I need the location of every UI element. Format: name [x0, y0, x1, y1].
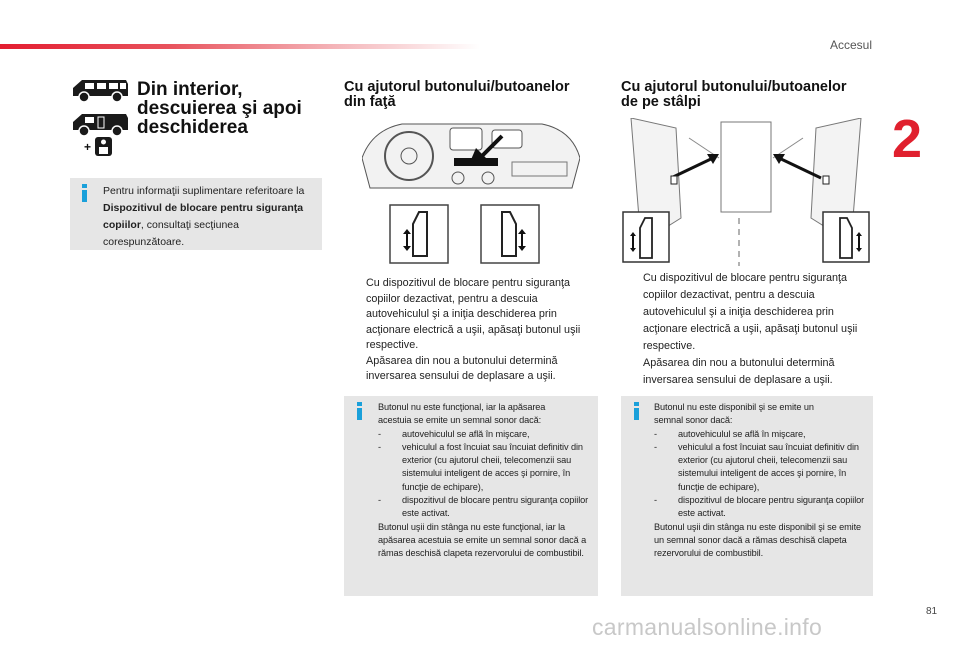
info-text: Pentru informaţii suplimentare referitoare la Dispozitivul de blocare pentru siguranţa copiilor, consultaţi secţiunea corespunzătoare. — [103, 185, 305, 248]
svg-text:+: + — [84, 140, 92, 154]
page-number: 81 — [926, 606, 938, 617]
pillar-note-box — [621, 396, 873, 596]
pillar-instructions — [621, 270, 873, 389]
header-gradient-bar — [0, 44, 480, 49]
main-title: Din interior, descuierea şi apoi deschiderea — [137, 79, 302, 138]
child-lock-reference: Dispozitivul de blocare pentru siguranţa copiilor — [103, 202, 304, 231]
plus-child-seat-icon — [84, 136, 114, 158]
dashboard-illustration — [362, 118, 580, 202]
list-item: Cu dispozitivul de blocare pentru siguranţa copiilor dezactivat, pentru a descuia autovehiculul şi a iniţia deschiderea prin acţionare electrică a uşii, apăsaţi butonul uşii respective. — [643, 272, 858, 352]
right-door-button-icon — [480, 204, 540, 264]
front-instructions — [344, 276, 596, 385]
list-item: Apăsarea din nou a butonului determină inversarea sensului de deplasare a uşii. — [643, 357, 835, 386]
chapter-number: 2 — [892, 109, 923, 169]
pillar-buttons-illustration — [621, 118, 871, 266]
info-icon — [82, 184, 87, 202]
section-title: Accesul — [829, 38, 872, 52]
pillar-buttons-title: Cu ajutorul butonului/butoanelor de pe stâlpi — [621, 79, 847, 110]
passenger-van-icon — [70, 76, 130, 104]
front-note-text: Butonul nu este funcţional, iar la apăsarea acestuia se emite un semnal sonor dacă: - autovehiculul se află în mişcare, - vehiculul a fost încuiat sau încuiat definitiv din exterior (cu ajutorul cheii, telecomenzii sau sistemului inteligent de acces şi pornire, în funcţie de echipare), - dispozitivul de blocare pentru siguranţa copiilor este activat. Butonul uşii din stânga nu este funcţional, iar la apăsarea acestuia se emite un semnal sonor dacă a rămas deschisă clapeta rezervorului de combustibil. — [378, 402, 589, 559]
left-door-button-icon — [389, 204, 449, 264]
front-note-box — [344, 396, 598, 596]
watermark: carmanualsonline.info — [592, 614, 823, 640]
info-icon — [634, 402, 639, 420]
pillar-note-text: Butonul nu este disponibil şi se emite un semnal sonor dacă: - autovehiculul se află în mişcare, - vehiculul a fost încuiat sau încuiat definitiv din exterior (cu ajutorul cheii, telecomenzii sau sistemului inteligent de acces şi pornire, în funcţie de echipare), - dispozitivul de blocare pentru siguranţa copiilor este activat. Butonul uşii din stânga nu este disponibil şi se emite un semnal sonor dacă a rămas deschisă clapeta rezervorului de combustibil. — [654, 402, 865, 559]
list-item: Apăsarea din nou a butonului determină inversarea sensului de deplasare a uşii. — [366, 354, 558, 382]
list-item: Cu dispozitivul de blocare pentru siguranţa copiilor dezactivat, pentru a descuia autovehiculul şi a iniţia deschiderea prin acţionare electrică a uşii, apăsaţi butonul uşii respective. — [366, 277, 581, 351]
cargo-van-icon — [70, 110, 130, 138]
info-box-child-lock — [70, 178, 322, 250]
info-icon — [357, 402, 362, 420]
front-buttons-title: Cu ajutorul butonului/butoanelor din faţă — [344, 79, 570, 110]
